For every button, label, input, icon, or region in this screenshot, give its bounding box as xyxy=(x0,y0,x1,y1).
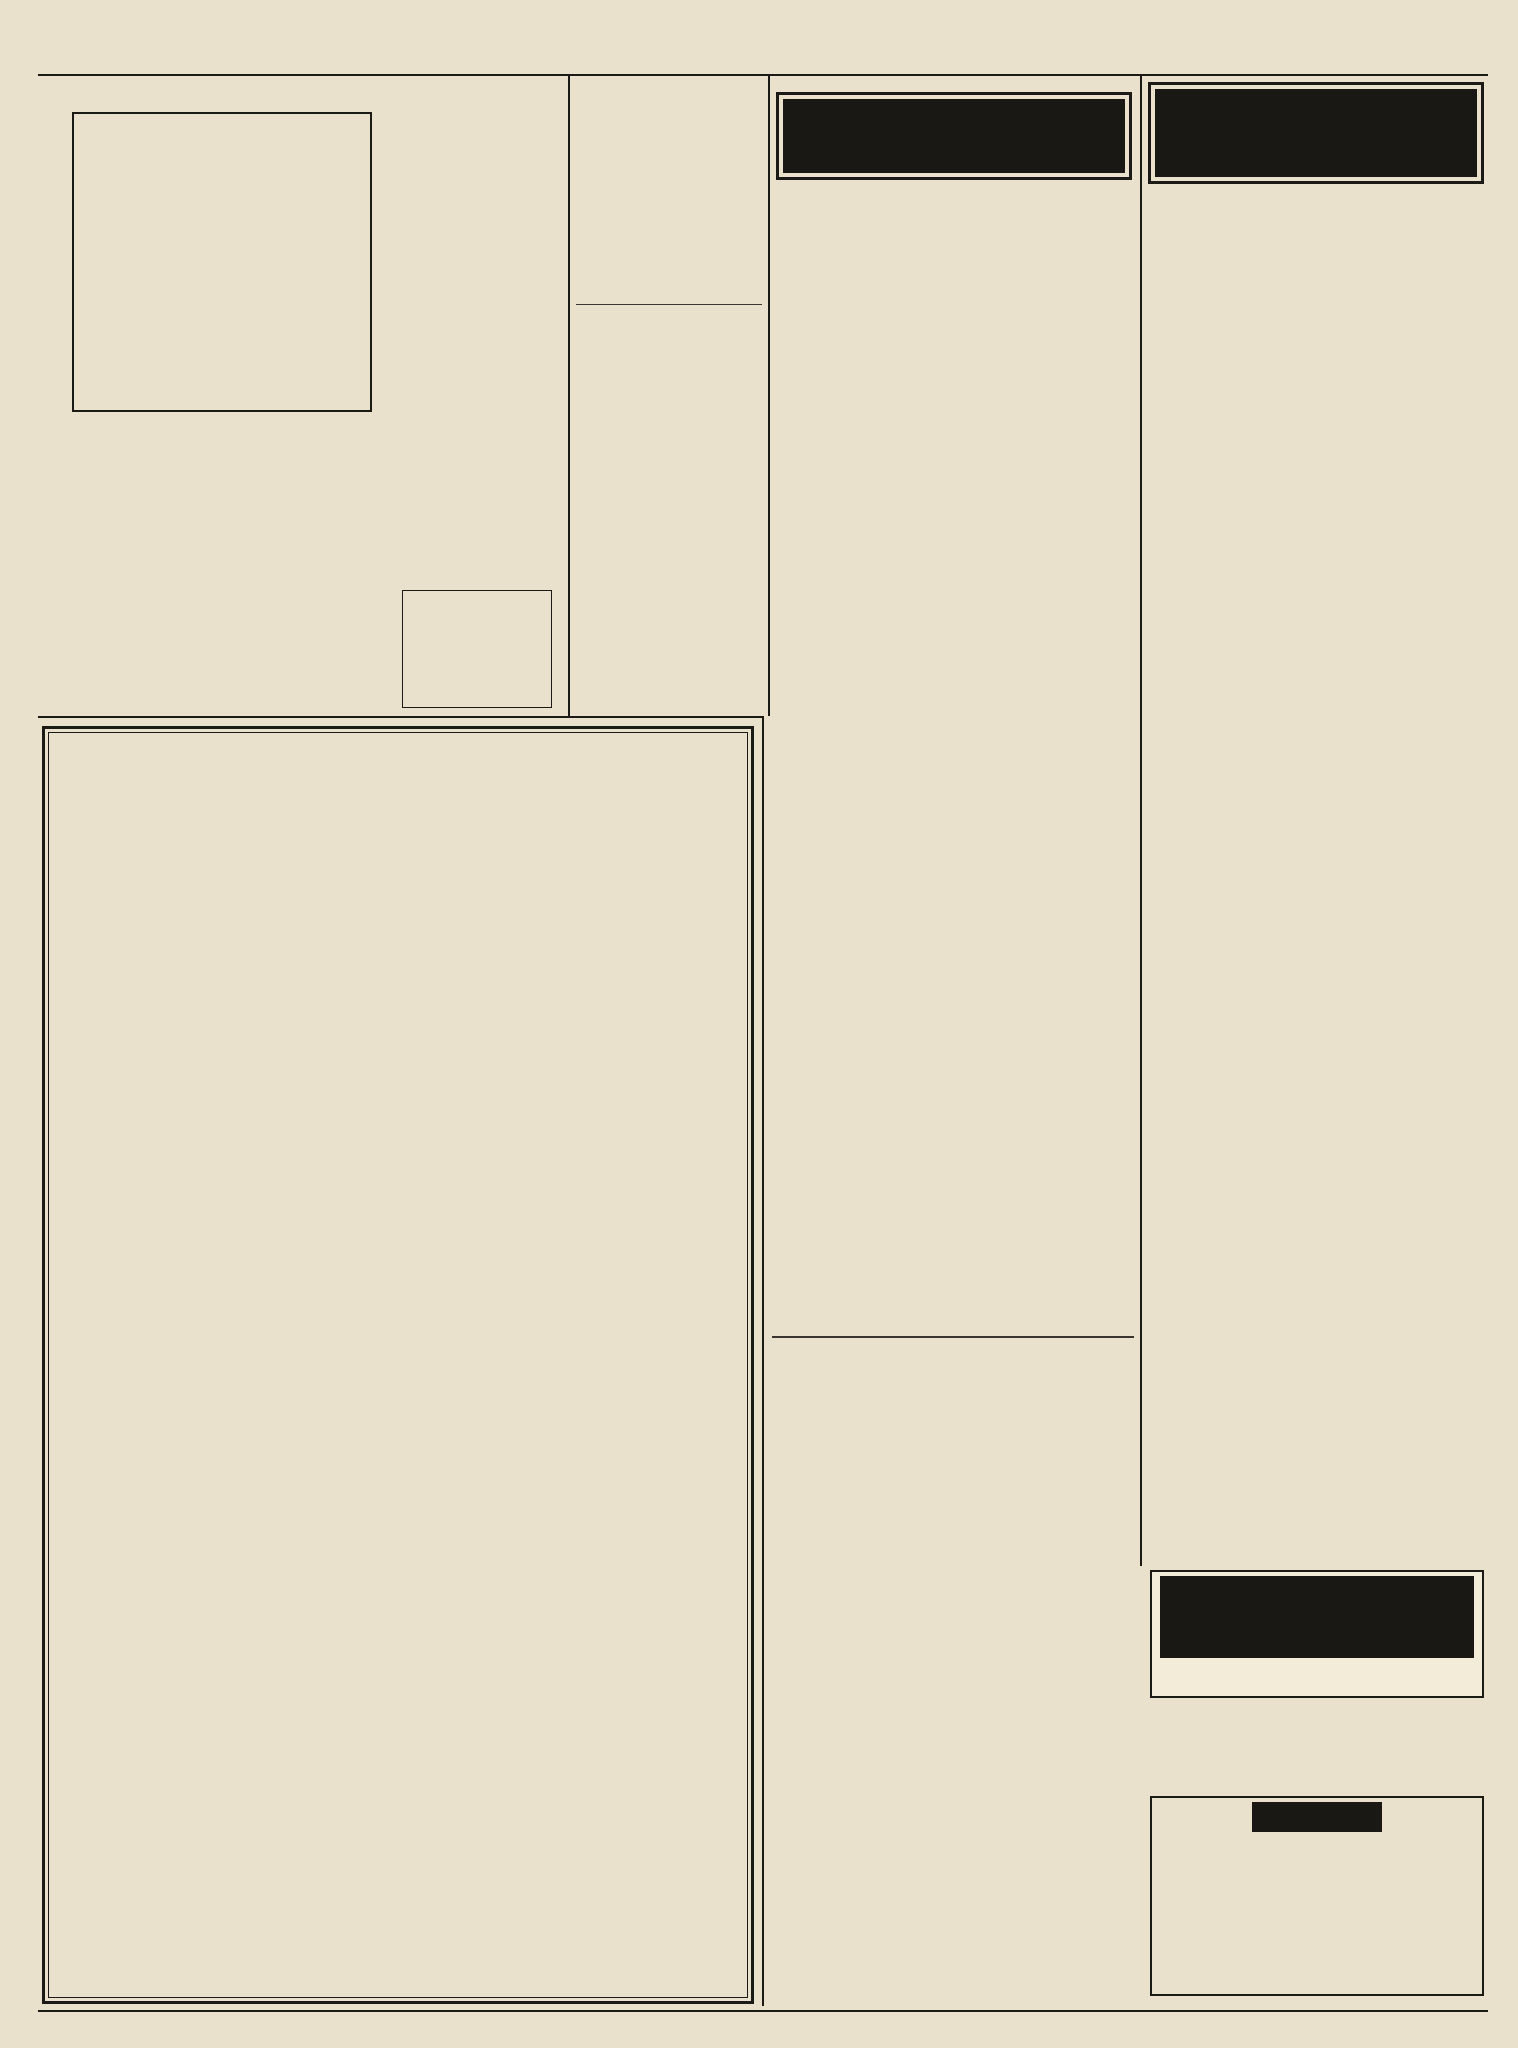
city-b1 xyxy=(578,126,760,302)
crossword-clues-horizontal xyxy=(400,224,562,420)
social-banner xyxy=(1148,82,1484,184)
city-rule xyxy=(576,304,762,305)
sadr-logo xyxy=(1160,1576,1474,1658)
column-rule-3 xyxy=(762,716,764,2006)
sadr-ad xyxy=(1150,1570,1484,1698)
section-rule xyxy=(38,716,762,718)
asphalt-title xyxy=(1252,1802,1382,1832)
prev-solution-grid xyxy=(402,590,552,708)
rail-rule xyxy=(772,1336,1134,1338)
column-rule-1 xyxy=(1140,76,1142,1566)
local-banner-title xyxy=(783,99,1125,173)
column-rule-4 xyxy=(568,76,570,716)
a4-body xyxy=(774,1100,1130,1330)
local-banner xyxy=(776,92,1132,180)
rail-body xyxy=(774,1458,1132,1594)
column-rule-2 xyxy=(768,76,770,716)
bottom-rule xyxy=(38,2010,1488,2012)
crossword-clues-vertical xyxy=(40,424,562,548)
social-banner-title xyxy=(1155,89,1477,177)
asphalt-ad xyxy=(1150,1796,1484,1996)
a2-body xyxy=(778,492,1130,706)
crossword-grid xyxy=(72,112,372,412)
a1-body xyxy=(778,240,1130,434)
city-b2 xyxy=(578,356,760,708)
bios-name-list xyxy=(120,1032,700,1986)
crossword-clues-continued xyxy=(40,552,396,708)
rail-schedule xyxy=(774,1598,1132,1974)
a3-body xyxy=(774,814,1130,1044)
asphalt-body xyxy=(1152,1832,1482,1844)
masthead-rule xyxy=(38,74,1488,76)
